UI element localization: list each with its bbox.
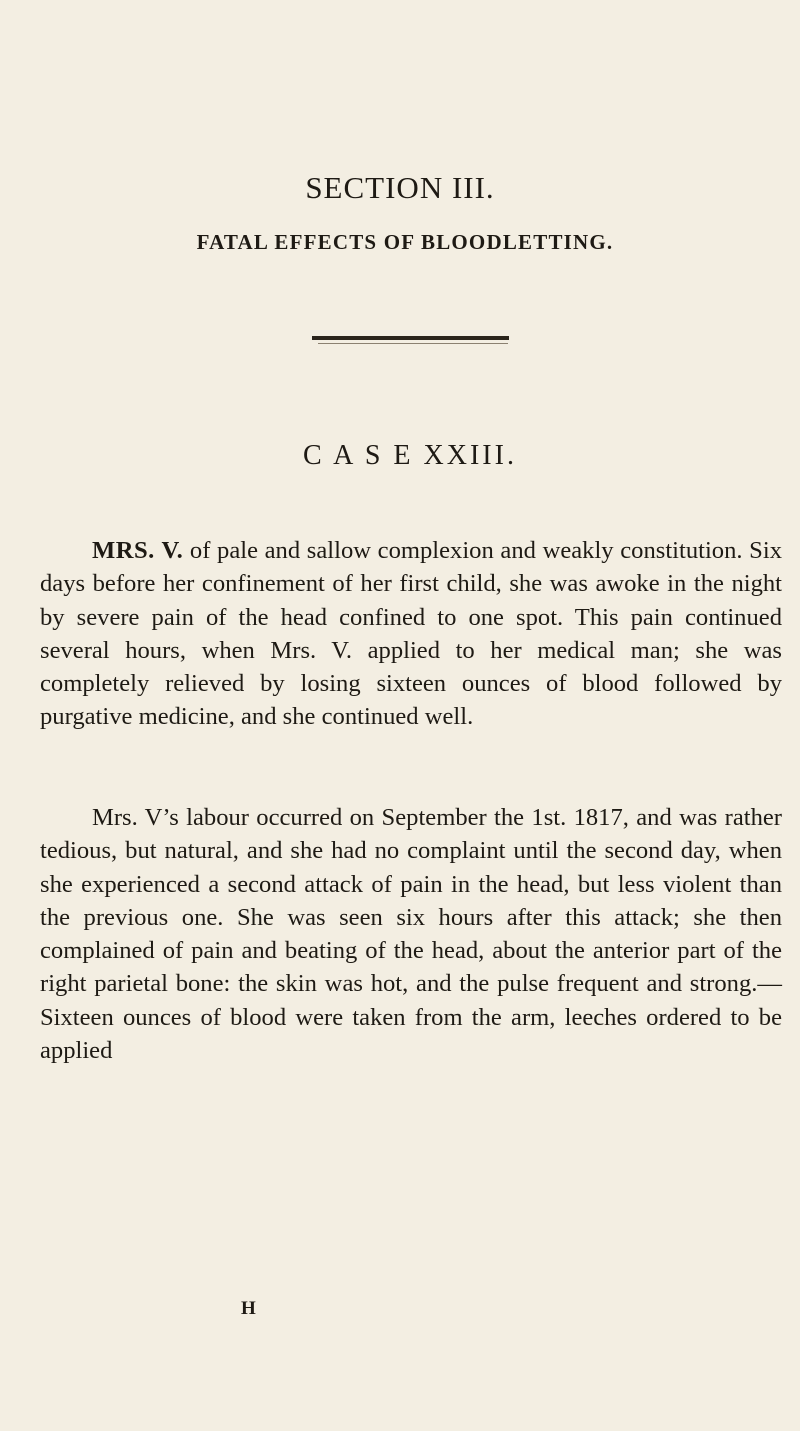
paragraph-body: Mrs. V’s labour occurred on September the 1st. 1817, and was rather tedious, but natural, and she had no complaint until the second day, when she experienced a second attack of pain in the head, but less violent than the previous one. She was seen six hours after this attack; she then complained of pain and beating of the head, about the anterior part of the right parietal bone: the skin was hot, and the pulse frequent and strong.—Sixteen ounces of blood were taken from the arm, leeches ordered to be applied bbox=[40, 804, 782, 1065]
paragraph-body: of pale and sallow complexion and weakly constitution. Six days before her confinement of her first child, she was awoke in the night by severe pain of the head confined to one spot. This pain continued several hours, when Mrs. V. applied to her medical man; she was completely relieved by losing sixteen ounces of blood followed by purgative medicine, and she continued well. bbox=[40, 537, 782, 731]
ornamental-rule-thin bbox=[318, 343, 508, 344]
case-heading: C A S E XXIII. bbox=[303, 440, 517, 471]
ornamental-rule bbox=[312, 336, 509, 340]
section-heading: SECTION III. bbox=[305, 170, 495, 205]
paragraph-lead-name: MRS. V. bbox=[92, 537, 184, 564]
signature-mark: H bbox=[241, 1298, 256, 1319]
paragraph-2 bbox=[40, 801, 782, 1067]
paragraph-1 bbox=[40, 534, 782, 734]
chapter-heading: FATAL EFFECTS OF BLOODLETTING. bbox=[196, 230, 614, 254]
